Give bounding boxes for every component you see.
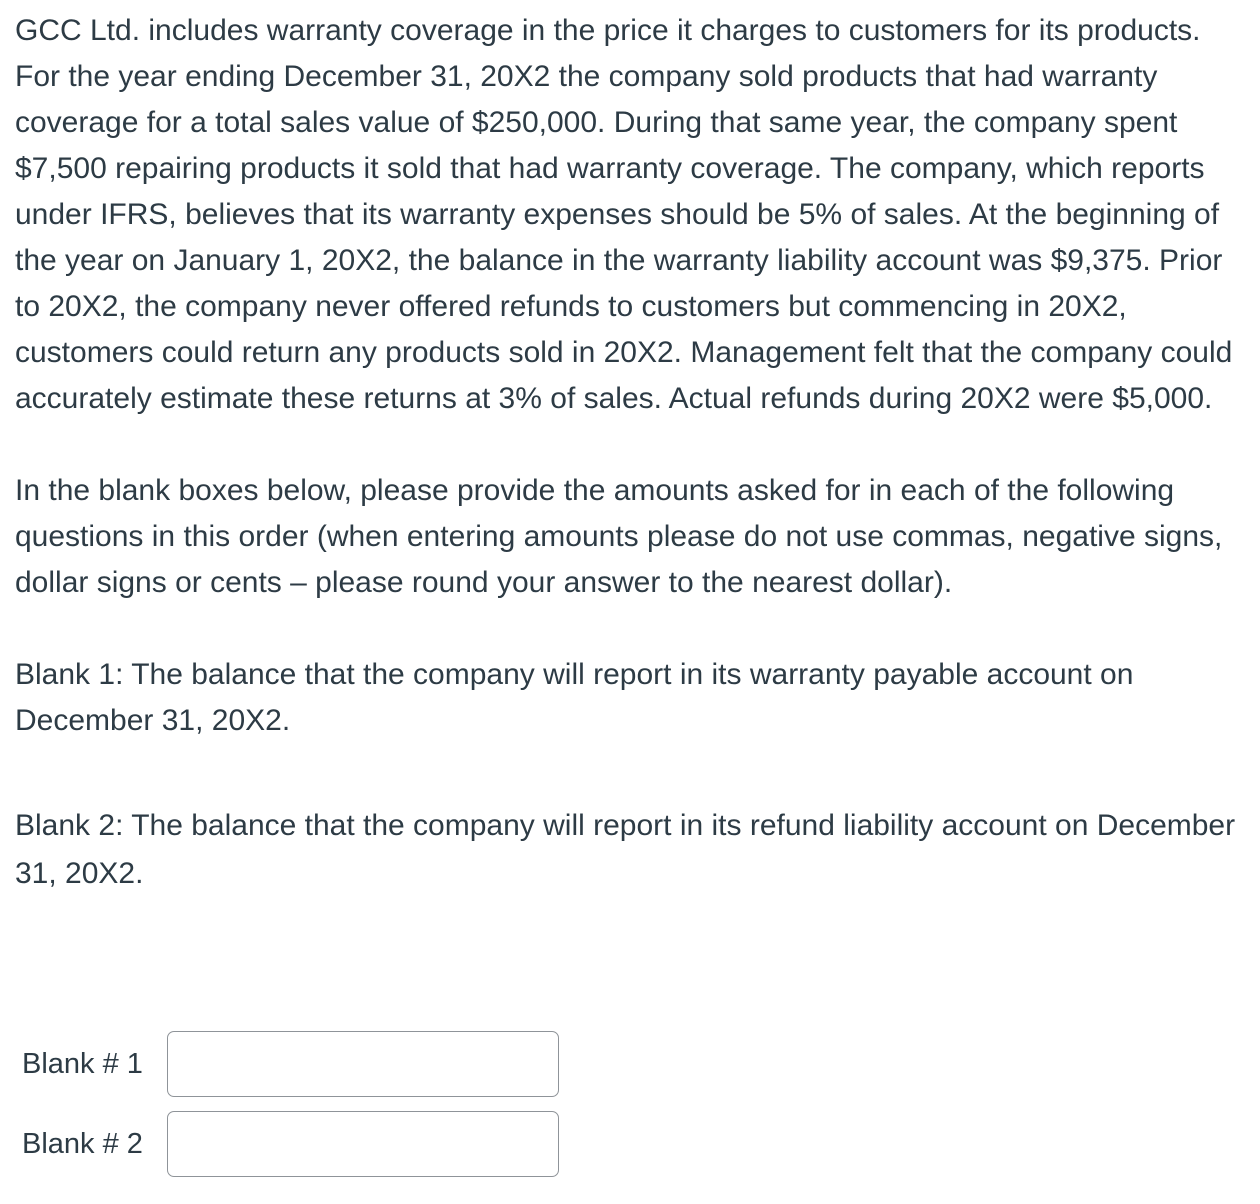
- instructions-text: In the blank boxes below, please provide the amounts asked for in each of the following questions in this order (when entering amounts please do not use commas, negative signs, dollar signs or cents – please round your answer to the nearest dollar).: [15, 474, 1223, 599]
- question-body: [15, 8, 1251, 898]
- blank-2-question: Blank 2: The balance that the company will report in its refund liability account on December 31, 20X2.: [15, 809, 1236, 890]
- blank-1-label: Blank # 1: [22, 1047, 143, 1080]
- answer-row-blank-1: [22, 1030, 559, 1098]
- blank-2-input[interactable]: [167, 1111, 559, 1177]
- blank-1-question: Blank 1: The balance that the company will report in its warranty payable account on December 31, 20X2.: [15, 658, 1134, 737]
- question-intro-text: GCC Ltd. includes warranty coverage in the price it charges to customers for its products. For the year ending December 31, 20X2 the company sold products that had warranty coverage for a total sales value of $250,000. During that same year, the company spent $7,500 repairing products it sold that had warranty coverage. The company, which reports under IFRS, believes that its warranty expenses should be 5% of sales. At the beginning of the year on January 1, 20X2, the balance in the warranty liability account was $9,375. Prior to 20X2, the company never offered refunds to customers but commencing in 20X2, customers could return any products sold in 20X2. Management felt that the company could accurately estimate these returns at 3% of sales. Actual refunds during 20X2 were $5,000.: [15, 14, 1233, 415]
- blank-1-input[interactable]: [167, 1031, 559, 1097]
- answer-row-blank-2: [22, 1110, 559, 1178]
- answer-fields: [22, 1030, 559, 1190]
- blank-2-label: Blank # 2: [22, 1127, 143, 1160]
